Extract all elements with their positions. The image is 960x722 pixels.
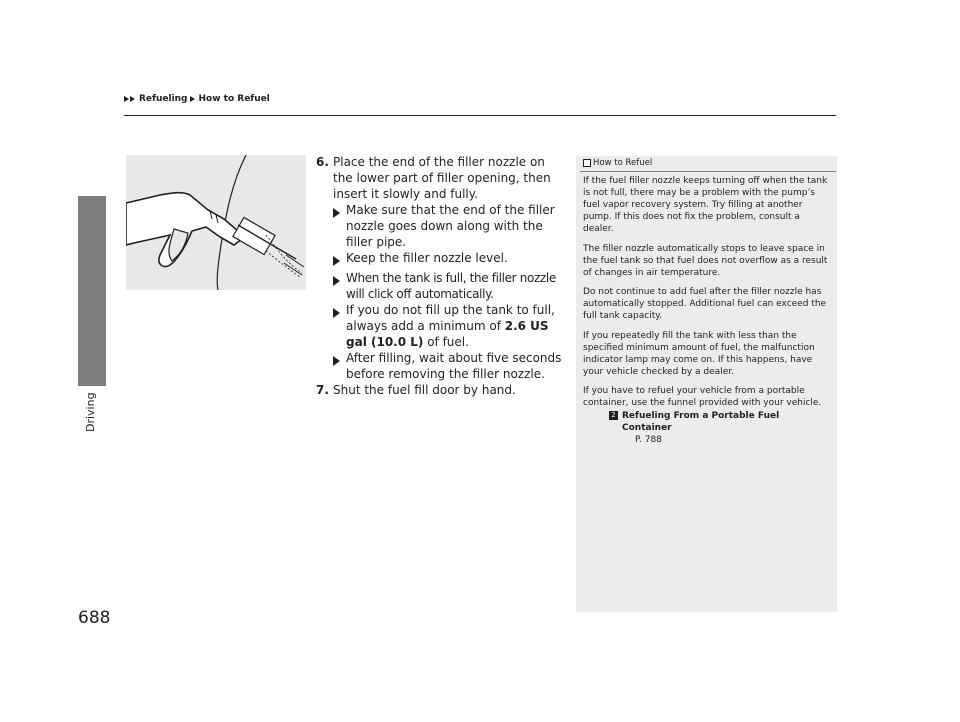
fuel-nozzle-icon (126, 155, 306, 290)
step-text: Shut the fuel fill door by hand. (333, 383, 516, 397)
step-text: Place the end of the filler nozzle on the lower part of filler opening, then insert it slowly and fully. (333, 155, 551, 201)
substep-text: When the tank is full, the filler nozzle will click off automatically. (346, 271, 556, 301)
substep-text: Keep the filler nozzle level. (346, 251, 508, 265)
substep-text: Make sure that the end of the filler nozzle goes down along with the filler pipe. (346, 203, 555, 249)
note-paragraph: If you repeatedly fill the tank with less than the specified minimum amount of fuel, the malfunction indicator lamp may come on. If this happens, have your vehicle checked by a dealer. (583, 330, 815, 377)
breadcrumb-arrow-icon (124, 96, 135, 102)
fuel-nozzle-illustration (126, 155, 306, 290)
substep-text (346, 302, 566, 350)
note-icon (583, 159, 591, 167)
note-rule (580, 171, 836, 172)
reference-body (622, 410, 831, 446)
substep-prefix: If you do not fill up the tank to full, always add a minimum of (346, 303, 555, 333)
substep (333, 202, 566, 250)
arrow-icon (333, 270, 346, 302)
step-number: 7. (316, 383, 329, 397)
step-7 (316, 382, 566, 398)
page-number: 688 (78, 608, 111, 628)
note-paragraph: If you have to refuel your vehicle from a portable container, use the funnel provided with your vehicle. (583, 386, 822, 408)
note-paragraph: If the fuel filler nozzle keeps turning off when the tank is not full, there may be a problem with the pump’s fuel vapor recovery system. Try filling at another pump. If this does not fix the problem, consult a dealer. (583, 176, 828, 234)
substep (333, 302, 566, 350)
step-6 (316, 154, 566, 202)
step-number: 6. (316, 155, 329, 169)
minimum-fuel-amount: 2.6 US gal (10.0 L) (346, 319, 549, 349)
cross-reference-link[interactable] (609, 410, 831, 446)
breadcrumb (124, 94, 270, 104)
arrow-icon (333, 202, 346, 250)
header-rule (124, 115, 836, 116)
reference-page: P. 788 (635, 435, 662, 445)
substep-text: After filling, wait about five seconds before removing the filler nozzle. (346, 351, 562, 381)
breadcrumb-section[interactable]: Refueling (139, 94, 188, 104)
arrow-icon (333, 250, 346, 270)
chapter-tab (78, 196, 106, 386)
note-title (583, 158, 652, 168)
arrow-icon (333, 302, 346, 350)
reference-title: Refueling From a Portable Fuel Container (622, 411, 780, 433)
note-body (583, 175, 831, 446)
substep (333, 250, 566, 270)
substep (333, 350, 566, 382)
breadcrumb-arrow-icon (190, 96, 195, 102)
instruction-steps (316, 154, 566, 398)
note-paragraph: Do not continue to add fuel after the filler nozzle has automatically stopped. Additional fuel can exceed the full tank capacity. (583, 287, 827, 321)
chapter-label: Driving (84, 392, 97, 432)
note-title-text: How to Refuel (593, 158, 653, 168)
substep (333, 270, 566, 302)
arrow-icon (333, 350, 346, 382)
note-paragraph: The filler nozzle automatically stops to leave space in the fuel tank so that fuel does not overflow as a result of changes in air temperature. (583, 243, 828, 278)
reference-arrow-icon: 2 (609, 411, 618, 420)
substep-suffix: of fuel. (423, 335, 469, 349)
breadcrumb-page: How to Refuel (198, 94, 270, 104)
